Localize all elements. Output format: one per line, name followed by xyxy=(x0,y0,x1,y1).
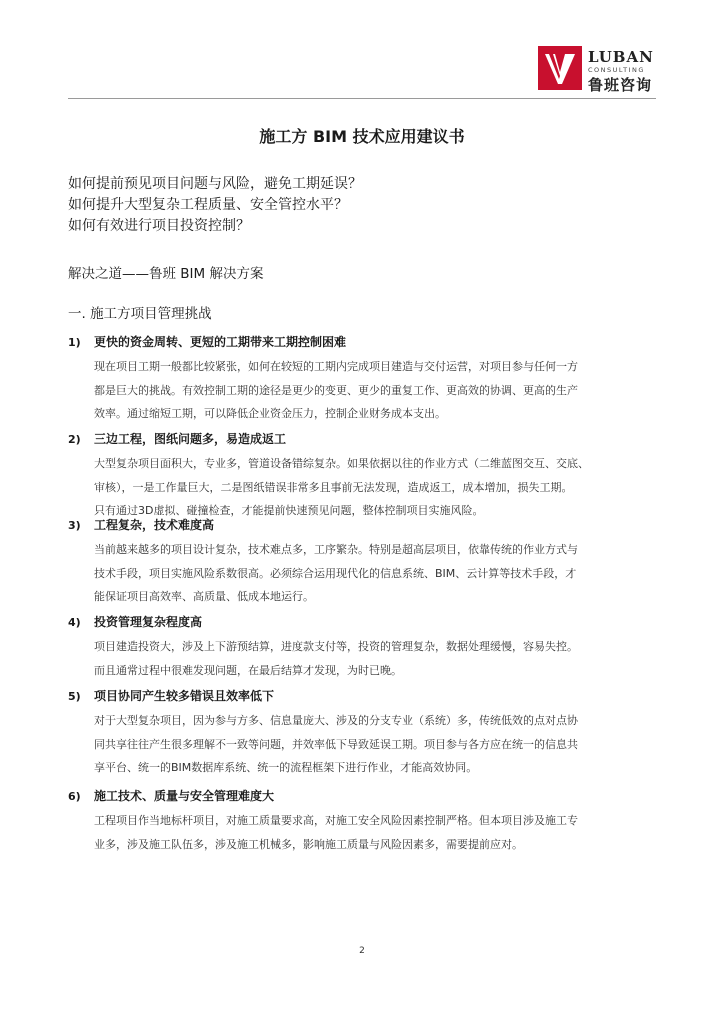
challenge-item-3 xyxy=(68,516,660,609)
luban-v-logo-icon xyxy=(538,46,582,90)
challenge-item-4 xyxy=(68,613,660,682)
challenge-item-6 xyxy=(68,787,660,856)
body-line: 工程项目作当地标杆项目，对施工质量要求高，对施工安全风险因素控制严格。但本项目涉及施工专 xyxy=(94,814,578,827)
question-list xyxy=(68,174,362,237)
body-line: 而且通常过程中很难发现问题，在最后结算才发现，为时已晚。 xyxy=(94,663,402,677)
question-1: 如何提前预见项目问题与风险，避免工期延误？ xyxy=(68,176,362,192)
item-body xyxy=(94,635,660,682)
item-number: 3) xyxy=(68,519,81,532)
item-title: 项目协同产生较多错误且效率低下 xyxy=(94,689,275,703)
body-line: 业多，涉及施工队伍多，涉及施工机械多，影响施工质量与风险因素多，需要提前应对。 xyxy=(94,837,523,851)
question-3: 如何有效进行项目投资控制？ xyxy=(68,218,250,234)
item-title: 工程复杂，技术难度高 xyxy=(94,518,215,532)
body-line: 当前越来越多的项目设计复杂，技术难点多，工序繁杂。特别是超高层项目，依靠传统的作业方式与 xyxy=(94,543,578,556)
item-title: 三边工程，图纸问题多，易造成返工 xyxy=(94,432,287,446)
header-divider xyxy=(68,98,656,99)
body-line: 都是巨大的挑战。有效控制工期的途径是更少的变更、更少的重复工作、更高效的协调、更高的生产 xyxy=(94,383,578,397)
body-line: 能保证项目高效率、高质量、低成本地运行。 xyxy=(94,590,314,603)
body-line: 对于大型复杂项目，因为参与方多、信息量庞大、涉及的分支专业（系统）多，传统低效的点对点协 xyxy=(94,714,578,727)
body-line: 享平台、统一的BIM数据库系统、统一的流程框架下进行作业，才能高效协同。 xyxy=(94,761,478,774)
challenge-item-1 xyxy=(68,333,660,426)
section-heading: 一. 施工方项目管理挑战 xyxy=(68,306,212,322)
item-number: 6) xyxy=(68,790,81,803)
body-line: 大型复杂项目面积大，专业多，管道设备错综复杂。如果依据以往的作业方式（二维蓝图交互、交底、 xyxy=(94,457,589,470)
question-2: 如何提升大型复杂工程质量、安全管控水平？ xyxy=(68,197,348,213)
body-line: 现在项目工期一般都比较紧张，如何在较短的工期内完成项目建造与交付运营，对项目参与任何一方 xyxy=(94,360,578,373)
body-line: 同共享往往产生很多理解不一致等问题，并效率低下导致延误工期。项目参与各方应在统一的信息共 xyxy=(94,737,578,751)
logo-text-consulting: CONSULTING xyxy=(588,66,645,74)
item-body xyxy=(94,355,660,426)
body-line: 项目建造投资大，涉及上下游预结算，进度款支付等，投资的管理复杂，数据处理缓慢，容易失控。 xyxy=(94,640,578,653)
item-title: 更快的资金周转、更短的工期带来工期控制困难 xyxy=(94,335,347,349)
item-title: 投资管理复杂程度高 xyxy=(94,615,203,629)
luban-logo xyxy=(538,46,656,92)
item-body xyxy=(94,452,660,523)
page-number: 2 xyxy=(359,946,365,956)
item-title: 施工技术、质量与安全管理难度大 xyxy=(94,789,275,803)
logo-text-luban: LUBAN xyxy=(588,48,654,66)
body-line: 审核），一是工作量巨大，二是图纸错误非常多且事前无法发现，造成返工，成本增加，损失工期。 xyxy=(94,480,573,494)
item-body xyxy=(94,709,660,780)
challenge-item-2 xyxy=(68,430,660,523)
item-number: 2) xyxy=(68,433,81,446)
logo-text-chinese: 鲁班咨询 xyxy=(588,76,653,94)
item-body xyxy=(94,809,660,856)
item-number: 4) xyxy=(68,616,81,629)
body-line: 技术手段，项目实施风险系数很高。必须综合运用现代化的信息系统、BIM、云计算等技术手段，才 xyxy=(94,566,577,580)
challenge-item-5 xyxy=(68,687,660,780)
item-number: 1) xyxy=(68,336,81,349)
document-title: 施工方 BIM 技术应用建议书 xyxy=(259,127,465,146)
item-body xyxy=(94,538,660,609)
solution-subtitle: 解决之道——鲁班 BIM 解决方案 xyxy=(68,266,264,282)
body-line: 效率。通过缩短工期，可以降低企业资金压力，控制企业财务成本支出。 xyxy=(94,407,446,420)
body-line: 只有通过3D虚拟、碰撞检查，才能提前快速预见问题，整体控制项目实施风险。 xyxy=(94,504,484,517)
item-number: 5) xyxy=(68,690,81,703)
